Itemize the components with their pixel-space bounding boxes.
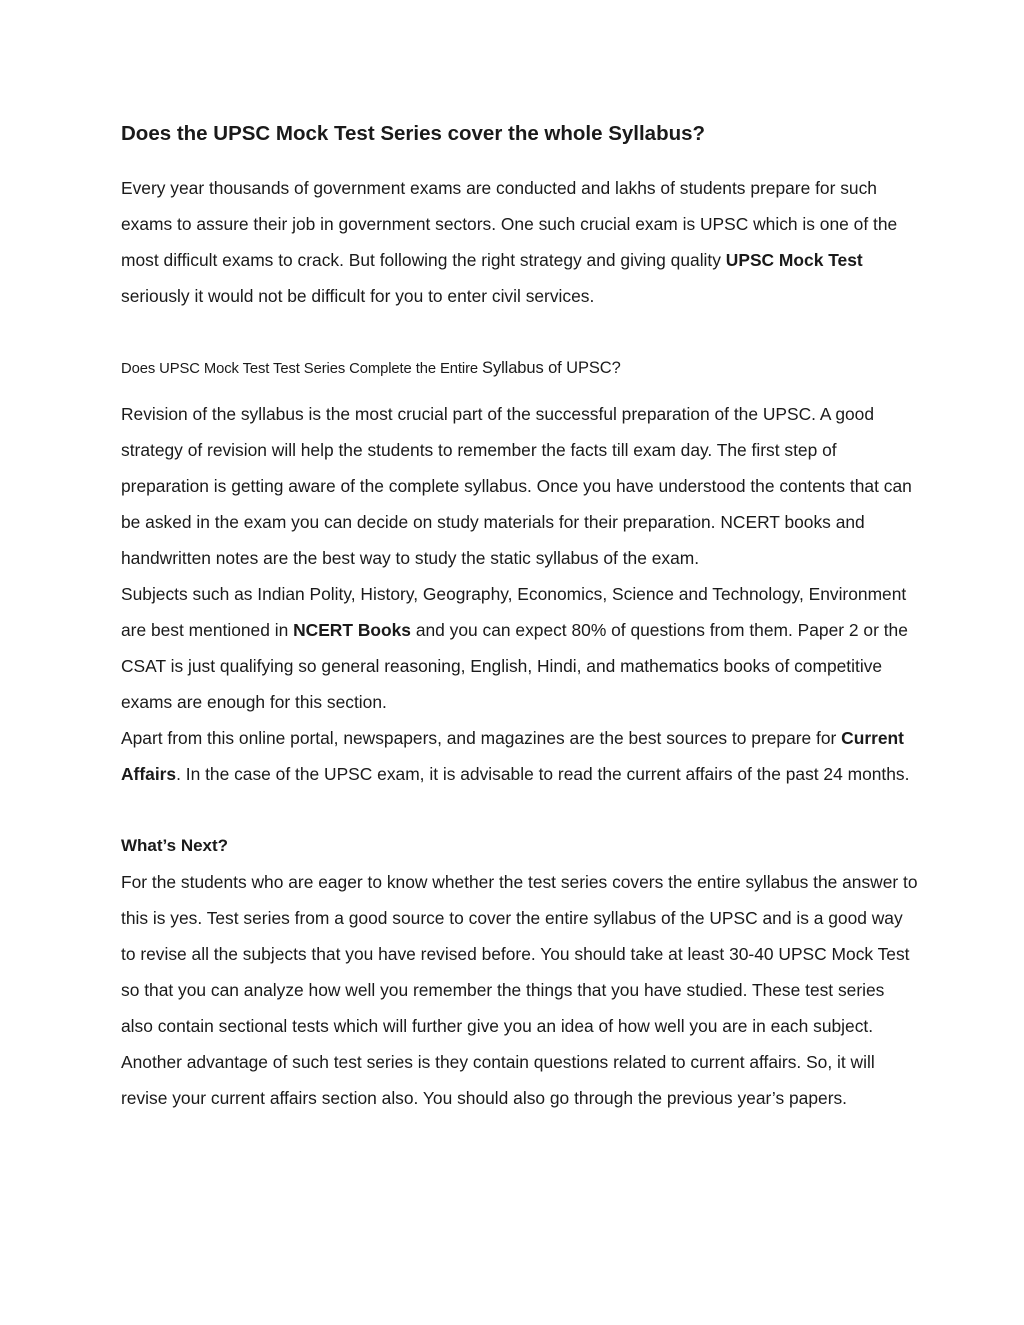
- current-affairs-text-before: Apart from this online portal, newspapers, and magazines are the best sources to prepare for: [121, 727, 842, 748]
- page-title: Does the UPSC Mock Test Series cover the whole Syllabus?: [121, 122, 706, 145]
- subheading-part2: Syllabus of UPSC?: [482, 359, 621, 377]
- intro-text-after: seriously it would not be difficult for you to enter civil services.: [121, 286, 595, 306]
- current-affairs-text-after: . In the case of the UPSC exam, it is advisable to read the current affairs of the past 24 months.: [176, 763, 910, 784]
- upsc-mock-test-bold: UPSC Mock Test: [725, 250, 863, 270]
- document-page: [121, 118, 921, 1116]
- revision-paragraph: Revision of the syllabus is the most crucial part of the successful preparation of the UPSC. A good strategy of revision will help the students to remember the facts till exam day. The first step of preparation is getting aware of the complete syllabus. Once you have understood the contents that can be asked in the exam you can decide on study materials for their preparation. NCERT books and handwritten notes are the best way to study the static syllabus of the exam.: [121, 403, 912, 568]
- intro-paragraph: [121, 170, 921, 314]
- whats-next-heading: What’s Next?: [121, 835, 229, 855]
- subjects-paragraph: [121, 576, 921, 720]
- intro-text-before: Every year thousands of government exams are conducted and lakhs of students prepare for such exams to assure their job in government sectors. One such crucial exam is UPSC which is one of the most difficult exams to crack. But following the right strategy and giving quality: [121, 178, 898, 270]
- current-affairs-bold: Current Affairs: [121, 727, 904, 784]
- subheading-part1: Does UPSC Mock Test Test Series Complete the Entire: [121, 361, 483, 377]
- subjects-text-after: and you can expect 80% of questions from them. Paper 2 or the CSAT is just qualifying so general reasoning, English, Hindi, and mathematics books of competitive exams are enough for this section.: [121, 619, 908, 712]
- current-affairs-paragraph: [121, 720, 921, 792]
- ncert-books-bold: NCERT Books: [293, 619, 411, 640]
- subjects-text-before: Subjects such as Indian Polity, History, Geography, Economics, Science and Technology, Environment are best mentioned in: [121, 583, 907, 640]
- whats-next-paragraph: For the students who are eager to know whether the test series covers the entire syllabus the answer to this is yes. Test series from a good source to cover the entire syllabus of the UPSC and is a good way to revise all the subjects that you have revised before. You should take at least 30-40 UPSC Mock Test so that you can analyze how well you remember the things that you have studied. These test series also contain sectional tests which will further give you an idea of how well you are in each subject. Another advantage of such test series is they contain questions related to current affairs. So, it will revise your current affairs section also. You should also go through the previous year’s papers.: [121, 871, 918, 1108]
- section-subheading: [121, 356, 921, 381]
